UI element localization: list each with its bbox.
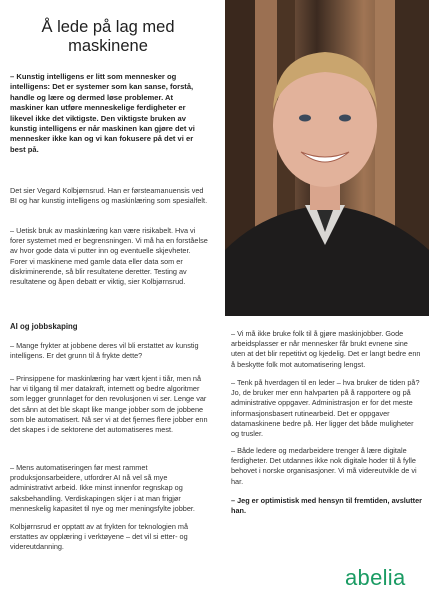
paragraph-intro: Det sier Vegard Kolbjørnsrud. Han er førsteamanuensis ved BI og har kunstig intelligens og maskinlæring som spesialfelt.	[10, 186, 208, 206]
lead-paragraph: – Kunstig intelligens er litt som mennesker og intelligens: Det er systemer som kan sanse, forstå, handle og lære og dermed løse problemer. At maskiner kan utføre menneskelige ferdigheter er likevel ikke det viktigste. Den viktigste bruken av kunstig intelligens er når maskinen kan gjøre det vi mennesker ikke kan og vi kan fokusere på det vi er best på.	[10, 72, 195, 154]
paragraph-leaders: – Tenk på hverdagen til en leder – hva bruker de tiden på? Jo, de bruker mer enn halvparten på å rapportere og på administrative oppgaver. Administrasjon er for det meste informasjonsbasert rutinearbeid. Det er oppgaver datamaskinene bedre på. Her ligger det både muligheter og trusler.	[231, 378, 420, 439]
closing-quote: – Jeg er optimistisk med hensyn til fremtiden, avslutter han.	[231, 496, 422, 516]
abelia-logo: abelia	[345, 565, 406, 590]
paragraph-education: Kolbjørnsrud er opptatt av at frykten for teknologien må erstattes av opplæring i verktøyene – det vil si etter- og videreutdanning.	[10, 522, 189, 552]
section-heading: AI og jobbskaping	[10, 322, 78, 331]
portrait-illustration	[225, 0, 429, 316]
paragraph-machine-jobs: – Vi må ikke bruke folk til å gjøre maskinjobber. Gode arbeidsplasser er når mennesker får brukt evnene sine uten at det blir repetitivt og kjedelig. Det er langt bedre enn å beskytte folk mot automatisering lengst.	[231, 329, 421, 369]
paragraph-skills: – Både ledere og medarbeidere trenger å lære digitale ferdigheter. Det utdannes ikke nok digitale hoder til å fylle behovet i norske organisasjoner. Vi må videreutvikle de vi har.	[231, 446, 417, 486]
portrait-photo	[225, 0, 429, 316]
paragraph-automation: – Mens automatiseringen før mest rammet produksjonsarbeidere, utfordrer AI nå vel så mye administrativt arbeid. Ikke minst innenfor regnskap og saksbehandling. Verdiskapingen skjer i at man frigjør menneskelig kapasitet til nye og mer meningsfylte jobber.	[10, 463, 195, 513]
article-title: Å lede på lag med maskinene	[41, 18, 175, 55]
paragraph-ethics: – Uetisk bruk av maskinlæring kan være risikabelt. Hva vi forer systemet med er begrensningen. Vi må ha en forståelse av hvor gode data vi putter inn og eventuelle skjevheter. Forer vi maskinene med gamle data eller data som er diskriminerende, så blir resultatene deretter. Testing av resultatene og åpen debatt er viktig, sier Kolbjørnsrud.	[10, 226, 208, 287]
paragraph-principles: – Prinsippene for maskinlæring har vært kjent i tiår, men nå har vi tilgang til mer datakraft, internett og bedre algoritmer som legger grunnlaget for den revolusjonen vi ser. Lenge var det sånn at det ble skapt like mange jobber som de jobbene som ble automatisert. Nå ser vi at det fjernes flere jobber enn det skapes i de sektorene det automatiseres mest.	[10, 374, 208, 435]
paragraph-question: – Mange frykter at jobbene deres vil bli erstattet av kunstig intelligens. Er det grunn til å frykte dette?	[10, 341, 199, 361]
